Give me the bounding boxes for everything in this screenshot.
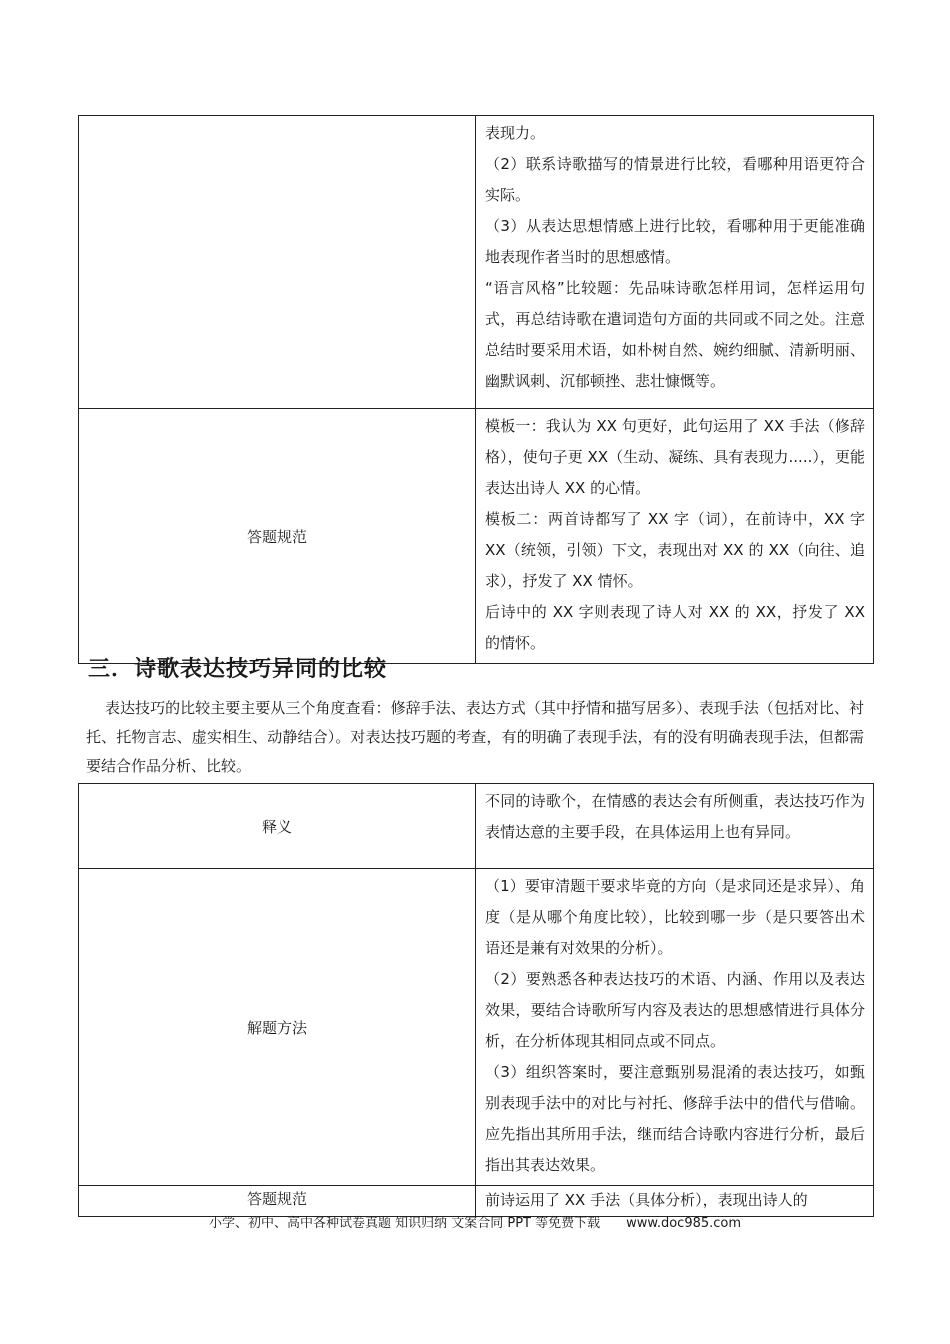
- paragraph: 模板一：我认为 XX 句更好，此句运用了 XX 手法（修辞格），使句子更 XX（生动、凝练、具有表现力.....），更能表达出诗人 XX 的心情。: [485, 417, 865, 497]
- row-label: 释义: [79, 784, 476, 869]
- row-content: [476, 869, 874, 1186]
- comparison-table-language: [78, 115, 874, 664]
- table-row: [79, 784, 874, 869]
- paragraph: 后诗中的 XX 字则表现了诗人对 XX 的 XX，抒发了 XX 的情怀。: [485, 603, 865, 652]
- row-label: 答题规范: [79, 1186, 476, 1217]
- paragraph: （3）组织答案时，要注意甄别易混淆的表达技巧，如甄别表现手法中的对比与衬托、修辞手法中的借代与借喻。应先指出其所用手法，继而结合诗歌内容进行分析，最后指出其表达效果。: [485, 1063, 865, 1174]
- footer-text: 小学、初中、高中各种试卷真题 知识归纳 文案合同 PPT 等免费下载: [208, 1216, 601, 1231]
- table-row: [79, 869, 874, 1186]
- paragraph: （3）从表达思想情感上进行比较，看哪种用于更能准确地表现作者当时的思想感情。: [485, 217, 865, 266]
- paragraph: （2）联系诗歌描写的情景进行比较，看哪种用语更符合实际。: [485, 155, 865, 204]
- paragraph: （1）要审清题干要求毕竟的方向（是求同还是求异）、角度（是从哪个角度比较），比较到哪一步（是只要答出术语还是兼有对效果的分析）。: [485, 877, 865, 957]
- row-label: 答题规范: [79, 409, 476, 664]
- paragraph: 模板二：两首诗都写了 XX 字（词），在前诗中，XX 字 XX（统领，引领）下文，表现出对 XX 的 XX（向往、追求），抒发了 XX 情怀。: [485, 510, 865, 590]
- footer-site: www.doc985.com: [626, 1216, 742, 1231]
- row-label: 解题方法: [79, 869, 476, 1186]
- row-label: [79, 116, 476, 409]
- table-row: [79, 409, 874, 664]
- paragraph: 前诗运用了 XX 手法（具体分析），表现出诗人的: [485, 1191, 808, 1209]
- row-content: [476, 784, 874, 869]
- comparison-table-technique: [78, 783, 874, 1217]
- paragraph: 不同的诗歌个，在情感的表达会有所侧重，表达技巧作为表情达意的主要手段，在具体运用上也有异同。: [485, 792, 865, 841]
- table-row: [79, 116, 874, 409]
- page-footer: [0, 1212, 950, 1231]
- section-heading: 三．诗歌表达技巧异同的比较: [88, 657, 388, 682]
- paragraph: “语言风格”比较题：先品味诗歌怎样用词，怎样运用句式，再总结诗歌在遣词造句方面的共同或不同之处。注意总结时要采用术语，如朴树自然、婉约细腻、清新明丽、幽默讽刺、沉郁顿挫、悲壮慷慨等。: [485, 279, 865, 390]
- row-content: [476, 409, 874, 664]
- paragraph: 表现力。: [485, 124, 546, 142]
- paragraph: （2）要熟悉各种表达技巧的术语、内涵、作用以及表达效果，要结合诗歌所写内容及表达的思想感情进行具体分析，在分析体现其相同点或不同点。: [485, 970, 865, 1050]
- row-content: [476, 116, 874, 409]
- section-intro: 表达技巧的比较主要主要从三个角度查看：修辞手法、表达方式（其中抒情和描写居多）、表现手法（包括对比、衬托、托物言志、虚实相生、动静结合）。对表达技巧题的考查，有的明确了表现手法，有的没有明确表现手法，但都需要结合作品分析、比较。: [86, 699, 864, 775]
